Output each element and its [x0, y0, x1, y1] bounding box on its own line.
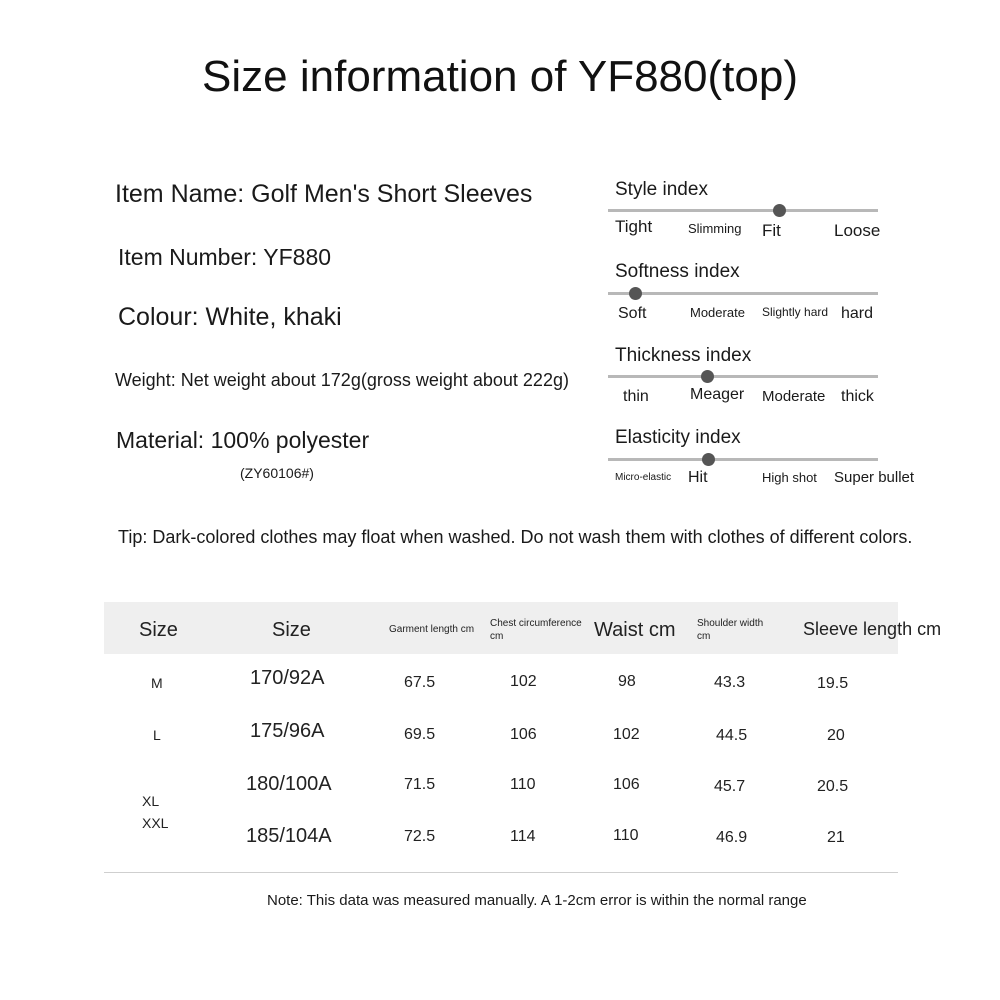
table-cell: 106 — [510, 726, 537, 743]
table-cell: 102 — [613, 726, 640, 743]
table-cell: 114 — [510, 828, 536, 845]
style-index-track — [608, 209, 878, 212]
size-label: XXL — [142, 815, 169, 831]
softness-index-label: hard — [841, 305, 874, 322]
table-header-cell: Waist cm — [594, 619, 676, 641]
elasticity-index-marker — [702, 453, 715, 466]
thickness-index-label: thin — [623, 388, 649, 405]
table-cell: 43.3 — [714, 674, 746, 691]
table-cell: 21 — [827, 829, 845, 846]
table-cell: 20 — [827, 727, 845, 744]
thickness-index-track — [608, 375, 878, 378]
measurement-note: Note: This data was measured manually. A 1-2cm error is within the normal range — [267, 892, 807, 909]
table-cell: 175/96A — [250, 720, 325, 742]
table-cell: 19.5 — [817, 675, 849, 692]
style-index-label: Fit — [762, 221, 781, 240]
softness-index-track — [608, 292, 878, 295]
softness-index-label: Soft — [618, 305, 647, 322]
table-header-cell: Size — [139, 619, 178, 641]
item-material: Material: 100% polyester — [116, 427, 370, 453]
table-cell: 102 — [510, 673, 537, 690]
thickness-index-label: thick — [841, 388, 874, 405]
table-header-cell: Size — [272, 619, 311, 641]
table-cell: 69.5 — [404, 726, 436, 743]
table-cell: 20.5 — [817, 778, 849, 795]
table-header-cell: Shoulder width cm — [697, 618, 764, 642]
item-code: (ZY60106#) — [240, 465, 314, 481]
table-header-cell: Chest circumference cm — [490, 618, 582, 642]
table-cell: 185/104A — [246, 825, 332, 847]
washing-tip: Tip: Dark-colored clothes may float when washed. Do not wash them with clothes of different colors. — [118, 527, 913, 547]
item-number: Item Number: YF880 — [118, 244, 332, 270]
item-name: Item Name: Golf Men's Short Sleeves — [115, 180, 533, 208]
item-colour: Colour: White, khaki — [118, 303, 342, 331]
page-title: Size information of YF880(top) — [202, 52, 798, 101]
table-cell: 71.5 — [404, 776, 436, 793]
table-cell: 170/92A — [250, 667, 325, 689]
table-bottom-rule — [104, 872, 898, 873]
softness-index-label: Moderate — [690, 305, 745, 320]
style-index-label: Loose — [834, 221, 881, 240]
style-index-label: Slimming — [688, 221, 742, 236]
table-header-cell: Sleeve length cm — [803, 619, 942, 639]
item-weight: Weight: Net weight about 172g(gross weight about 222g) — [115, 370, 569, 390]
size-label: M — [151, 675, 163, 691]
elasticity-index-title: Elasticity index — [615, 427, 741, 448]
table-cell: 110 — [510, 776, 536, 793]
elasticity-index-label: Hit — [688, 469, 708, 486]
table-cell: 72.5 — [404, 828, 436, 845]
size-label: L — [153, 727, 161, 743]
elasticity-index-track — [608, 458, 878, 461]
softness-index-marker — [629, 287, 642, 300]
style-index-label: Tight — [615, 217, 653, 236]
elasticity-index-label: Super bullet — [834, 469, 915, 486]
thickness-index-marker — [701, 370, 714, 383]
table-cell: 106 — [613, 776, 640, 793]
table-header-cell: Garment length cm — [389, 624, 475, 635]
table-cell: 110 — [613, 827, 639, 844]
softness-index-title: Softness index — [615, 261, 740, 282]
elasticity-index-label: High shot — [762, 470, 817, 485]
style-index-marker — [773, 204, 786, 217]
table-cell: 44.5 — [716, 727, 748, 744]
table-cell: 98 — [618, 673, 636, 690]
thickness-index-title: Thickness index — [615, 345, 752, 366]
thickness-index-label: Moderate — [762, 388, 826, 405]
table-cell: 46.9 — [716, 829, 748, 846]
size-label: XL — [142, 793, 160, 809]
elasticity-index-label: Micro-elastic — [615, 472, 672, 483]
thickness-index-label: Meager — [690, 386, 745, 403]
table-cell: 180/100A — [246, 773, 332, 795]
softness-index-label: Slightly hard — [762, 305, 829, 319]
style-index-title: Style index — [615, 179, 708, 200]
table-cell: 67.5 — [404, 674, 436, 691]
table-cell: 45.7 — [714, 778, 746, 795]
